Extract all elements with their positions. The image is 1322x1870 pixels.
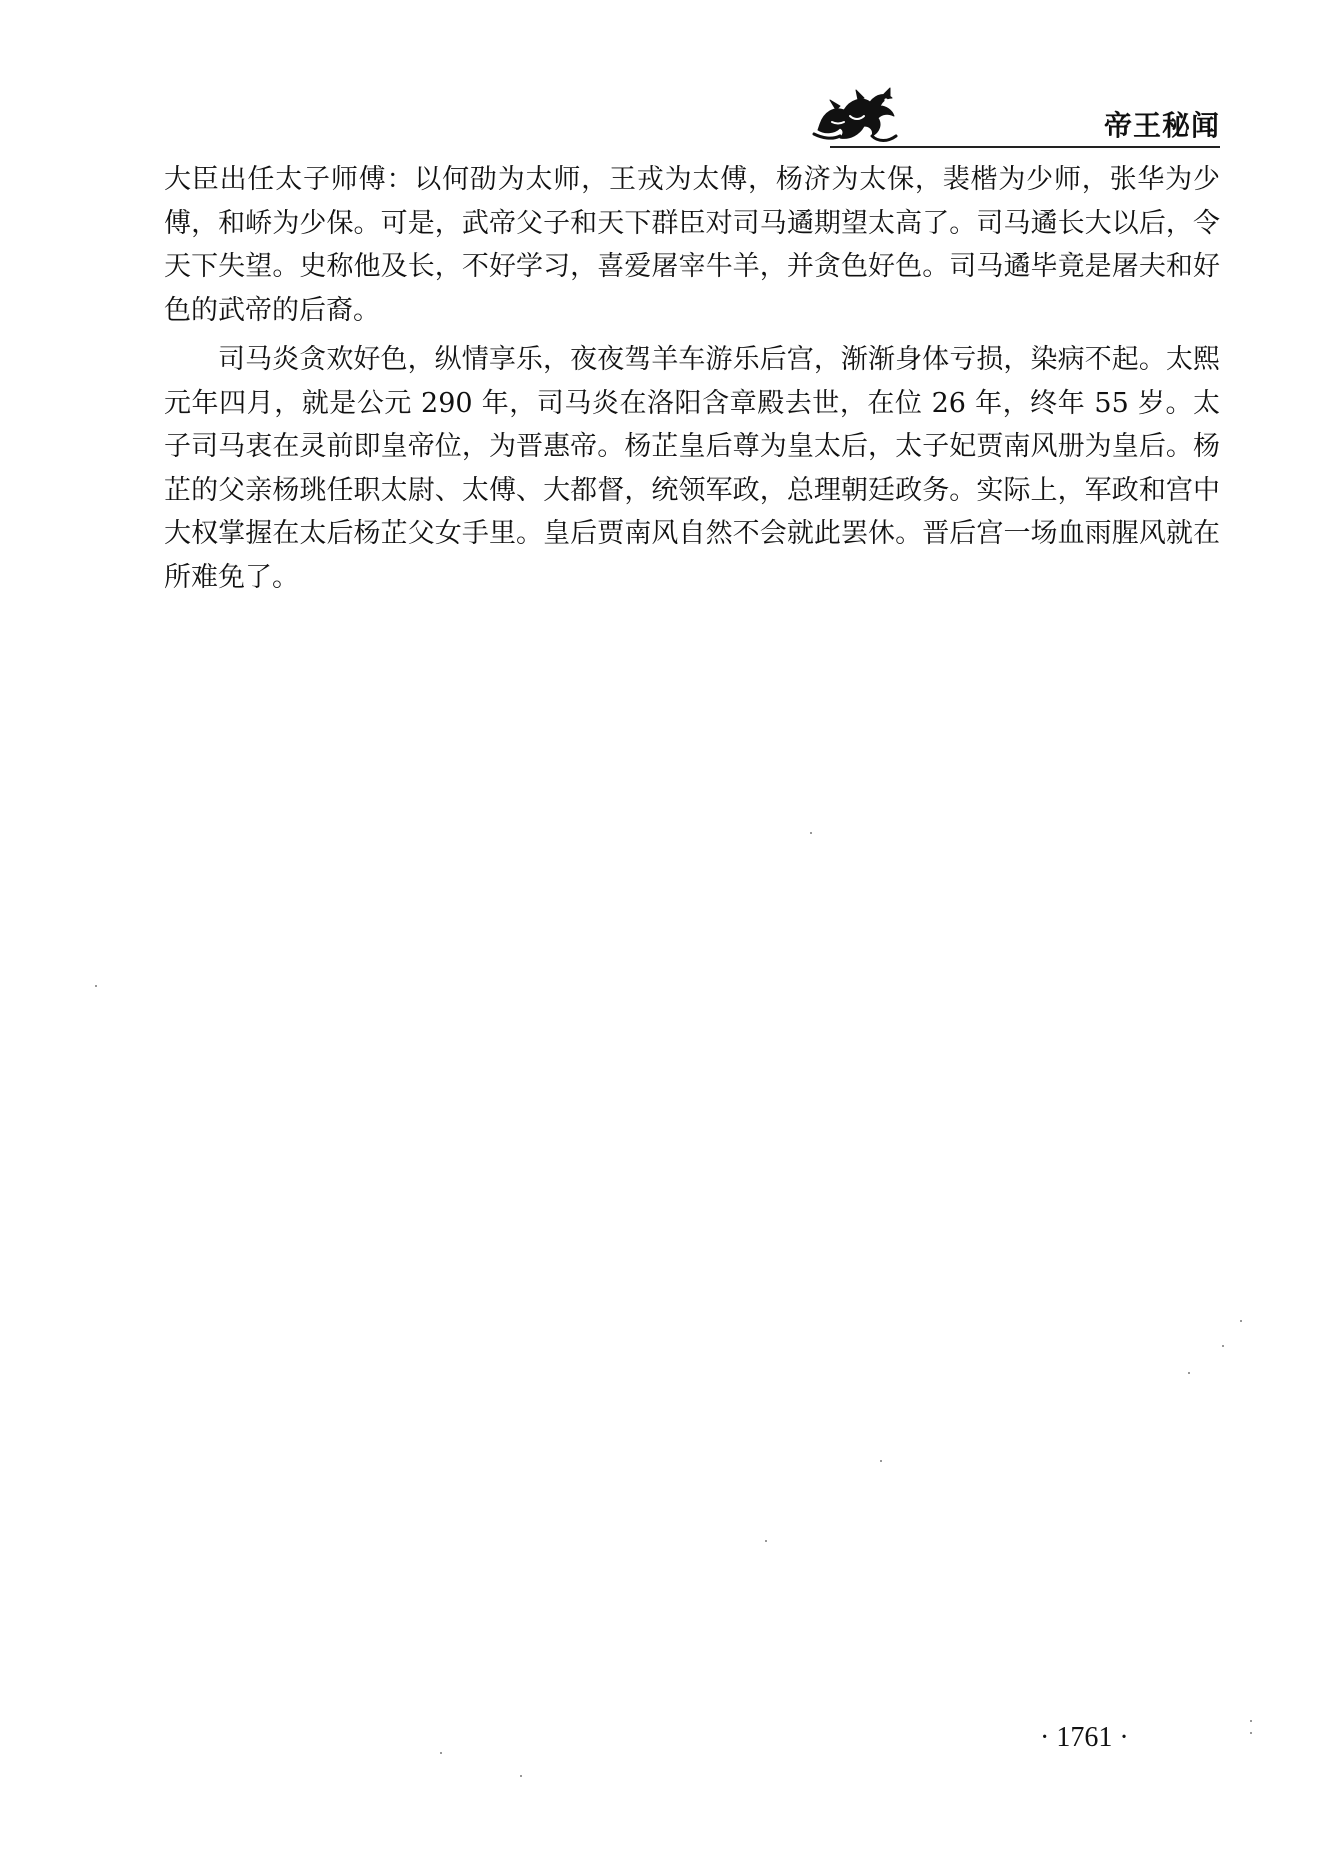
scan-speck: [1188, 1372, 1190, 1374]
page-body: [164, 158, 1220, 599]
scan-speck: [880, 1460, 882, 1462]
running-header: [800, 78, 1220, 150]
scan-speck: [520, 1775, 522, 1777]
scan-speck: [95, 985, 97, 987]
page-number: · 1761 ·: [1040, 1722, 1129, 1753]
scan-speck: [1250, 1720, 1252, 1722]
dragon-icon: [810, 86, 902, 146]
paragraph: 司马炎贪欢好色，纵情享乐，夜夜驾羊车游乐后宫，渐渐身体亏损，染病不起。太熙元年四月，就是公元 290 年，司马炎在洛阳含章殿去世，在位 26 年，终年 55 岁。太子司马衷在灵前即皇帝位，为晋惠帝。杨芷皇后尊为皇太后，太子妃贾南风册为皇后。杨芷的父亲杨珧任职太尉、太傅、大都督，统领军政，总理朝廷政务。实际上，军政和宫中大权掌握在太后杨芷父女手里。皇后贾南风自然不会就此罢休。晋后宫一场血雨腥风就在所难免了。: [164, 344, 1220, 593]
scan-speck: [1240, 1320, 1242, 1322]
scan-speck: [440, 1752, 442, 1754]
header-rule: [830, 146, 1220, 148]
scan-speck: [765, 1540, 767, 1542]
paragraph-continued: 大臣出任太子师傅：以何劭为太师，王戎为太傅，杨济为太保，裴楷为少师，张华为少傅，和峤为少保。可是，武帝父子和天下群臣对司马遹期望太高了。司马遹长大以后，令天下失望。史称他及长，不好学习，喜爱屠宰牛羊，并贪色好色。司马遹毕竟是屠夫和好色的武帝的后裔。: [164, 164, 1220, 326]
scan-speck: [1250, 1732, 1252, 1734]
scan-speck: [810, 832, 812, 834]
book-title: 帝王秘闻: [1103, 109, 1220, 142]
scan-speck: [1222, 1345, 1224, 1347]
